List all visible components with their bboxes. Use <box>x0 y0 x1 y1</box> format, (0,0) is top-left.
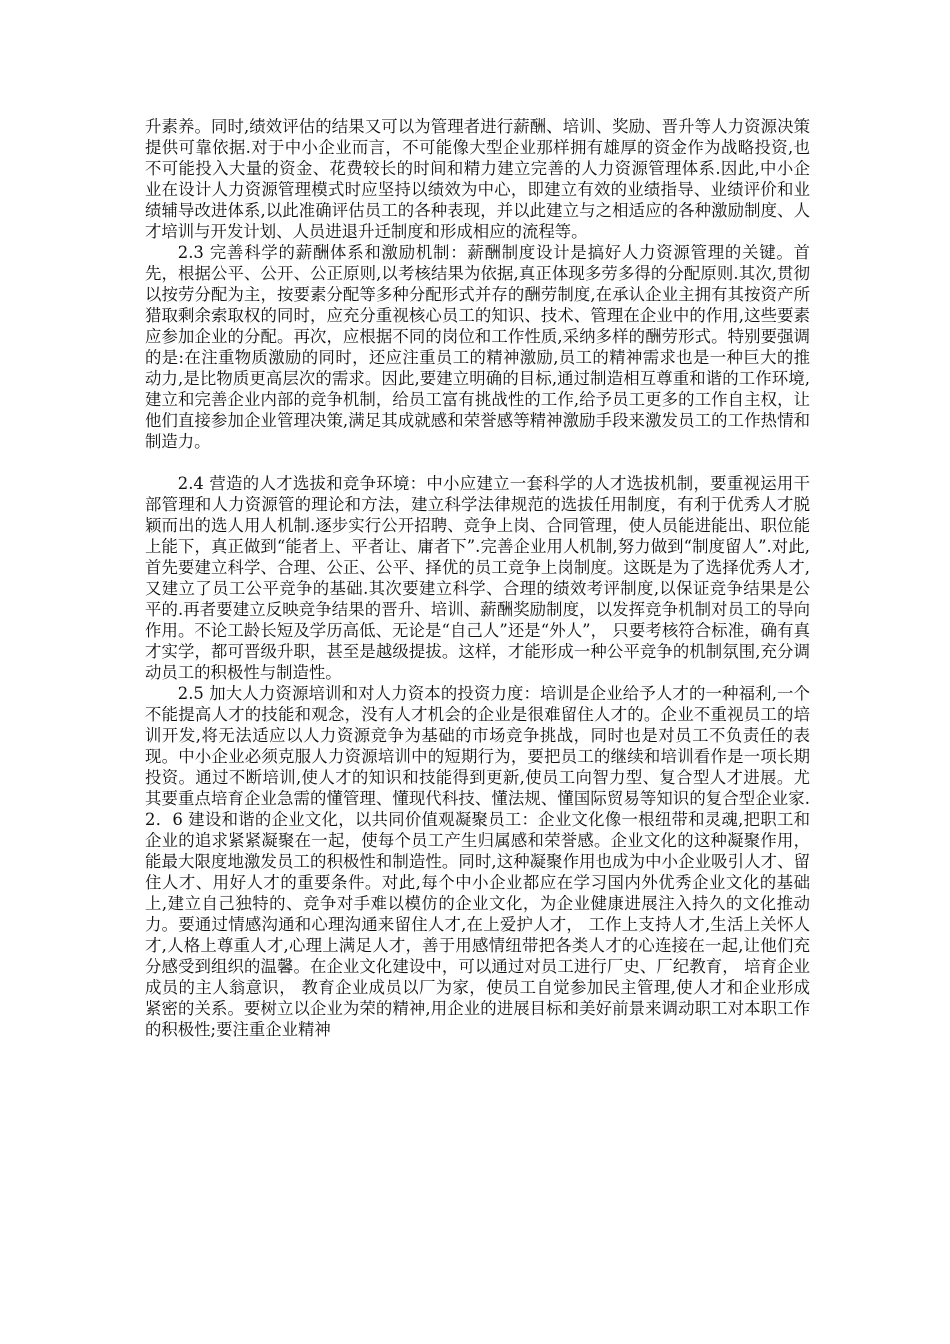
document-page <box>145 116 810 1040</box>
paragraph-gap <box>145 452 810 473</box>
paragraph-2-5-training-culture: 2.5 加大人力资源培训和对人力资本的投资力度：培训是企业给予人才的一种福利,一个不能提高人才的技能和观念，没有人才机会的企业是很难留住人才的。企业不重视员工的培训开发,将无法适应以人力资源竞争为基础的市场竞争挑战，同时也是对员工不负责任的表现。中小企业必须克服人力资源培训中的短期行为，要把员工的继续和培训看作是一项长期投资。通过不断培训,使人才的知识和技能得到更新,使员工向智力型、复合型人才进展。尤其要重点培育企业急需的懂管理、懂现代科技、懂法规、懂国际贸易等知识的复合型企业家.2．6 建设和谐的企业文化，以共同价值观凝聚员工：企业文化像一根纽带和灵魂,把职工和企业的追求紧紧凝聚在一起，使每个员工产生归属感和荣誉感。企业文化的这种凝聚作用，能最大限度地激发员工的积极性和制造性。同时,这种凝聚作用也成为中小企业吸引人才、留住人才、用好人才的重要条件。对此,每个中小企业都应在学习国内外优秀企业文化的基础上,建立自己独特的、竞争对手难以模仿的企业文化，为企业健康进展注入持久的文化推动力。要通过情感沟通和心理沟通来留住人才,在上爱护人才， 工作上支持人才,生活上关怀人才,人格上尊重人才,心理上满足人才，善于用感情纽带把各类人才的心连接在一起,让他们充分感受到组织的温馨。在企业文化建设中，可以通过对员工进行厂史、厂纪教育， 培育企业成员的主人翁意识， 教育企业成员以厂为家，使员工自觉参加民主管理,使人才和企业形成紧密的关系。要树立以企业为荣的精神,用企业的进展目标和美好前景来调动职工对本职工作的积极性;要注重企业精神 <box>145 684 810 1039</box>
paragraph-2-4-talent-selection: 2.4 营造的人才选拔和竞争环境：中小应建立一套科学的人才选拔机制，要重视运用干部管理和人力资源管的理论和方法，建立科学法律规范的选拔任用制度，有利于优秀人才脱颖而出的选人用人机制.逐步实行公开招聘、竞争上岗、合同管理，使人员能进能出、职位能上能下，真正做到“能者上、平者让、庸者下”.完善企业用人机制,努力做到“制度留人”.对此,首先要建立科学、合理、公正、公平、择优的员工竞争上岗制度。这既是为了选择优秀人才,又建立了员工公平竞争的基础.其次要建立科学、合理的绩效考评制度,以保证竞争结果是公平的.再者要建立反映竞争结果的晋升、培训、薪酬奖励制度，以发挥竞争机制对员工的导向作用。不论工龄长短及学历高低、无论是“自己人”还是“外人”， 只要考核符合标准，确有真才实学，都可晋级升职，甚至是越级提拔。这样，才能形成一种公平竞争的机制氛围,充分调动员工的积极性与制造性。 <box>145 474 810 682</box>
paragraph-performance: 升素养。同时,绩效评估的结果又可以为管理者进行薪酬、培训、奖励、晋升等人力资源决策提供可靠依据.对于中小企业而言，不可能像大型企业那样拥有雄厚的资金作为战略投资,也不可能投入大量的资金、花费较长的时间和精力建立完善的人力资源管理体系.因此,中小企业在设计人力资源管理模式时应坚持以绩效为中心，即建立有效的业绩指导、业绩评价和业绩辅导改进体系,以此准确评估员工的各种表现，并以此建立与之相适应的各种激励制度、人才培训与开发计划、人员进退升迁制度和形成相应的流程等。 <box>145 117 810 241</box>
paragraph-2-3-compensation: 2.3 完善科学的薪酬体系和激励机制：薪酬制度设计是搞好人力资源管理的关键。首先，根据公平、公开、公正原则,以考核结果为依据,真正体现多劳多得的分配原则.其次,贯彻以按劳分配为主，按要素分配等多种分配形式并存的酬劳制度,在承认企业主拥有其按资产所猎取剩余索取权的同时，应充分重视核心员工的知识、技术、管理在企业中的作用,这些要素应参加企业的分配。再次，应根据不同的岗位和工作性质,采纳多样的酬劳形式。特别要强调的是:在注重物质激励的同时，还应注重员工的精神激励,员工的精神需求也是一种巨大的推动力,是比物质更高层次的需求。因此,要建立明确的目标,通过制造相互尊重和谐的工作环境,建立和完善企业内部的竞争机制，给员工富有挑战性的工作,给予员工更多的工作自主权，让他们直接参加企业管理决策,满足其成就感和荣誉感等精神激励手段来激发员工的工作热情和制造力。 <box>145 243 810 451</box>
